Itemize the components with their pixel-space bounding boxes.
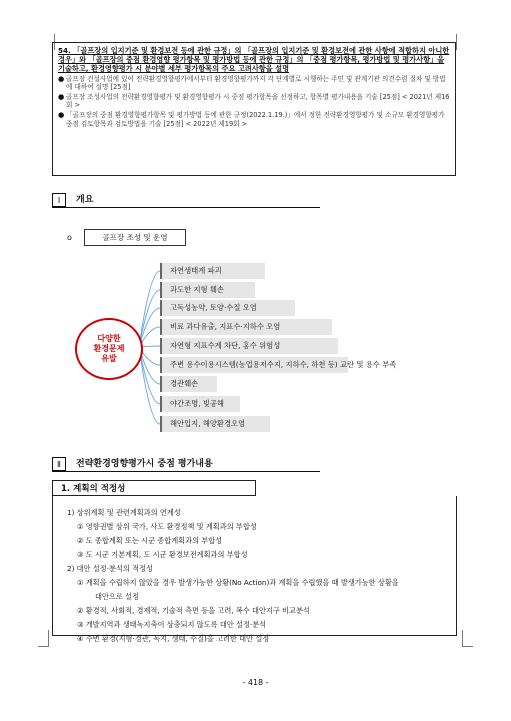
center-oval-line: 환경문제: [93, 344, 125, 353]
question-title: 54. 「골프장의 입지기준 및 환경보전 등에 관한 규정」의 「골프장의 입지기준 및 환경보전에 관한 사항에 적합하지 아니한 경우」와 「골프장의 중점 환경영향 평가항목 및 평가방법 등에 관한 규정」의 「중점 평가항목, 평가방법 및 평가사항」을 기술하고, 환경영향평가 시 분야별 세부 평가항목의 주요 고려사항을 설명: [58, 46, 450, 73]
topic-bullet-icon: ο: [67, 233, 72, 242]
section-title: 전략환경영향평가시 중점 평가내용: [76, 459, 213, 469]
question-bullet-text: 골프장 건설사업에 있어 전략환경영향평가에서부터 환경영향평가까지 각 단계별로 시행하는 주민 및 관계기관 의견수렴 절차 및 방법에 대하여 설명 [25점]: [66, 75, 446, 92]
subsection-heading: 1. 계획의 적정성: [52, 480, 256, 496]
impact-item: 해안입지, 해양환경오염: [160, 416, 270, 432]
section-number: Ⅱ: [52, 457, 66, 471]
impact-item: 자연형 지표수계 차단, 홍수 위험성: [160, 338, 338, 354]
impact-item: 경관훼손: [160, 376, 217, 392]
criteria-box: [52, 496, 457, 643]
page-number: - 418 -: [242, 678, 269, 687]
criteria-line: 대안으로 설정: [95, 592, 139, 601]
criteria-line: ① 영향권별 상위 국가, 사도 환경정책 및 계획과의 부합성: [77, 522, 257, 531]
criteria-line: ③ 도 시군 기본계획, 도 시군 환경보전계획과의 부합성: [77, 550, 248, 559]
section-number: Ⅰ: [52, 193, 66, 207]
impact-item: 비료 과다유출, 지표수·지하수 오염: [160, 319, 332, 335]
criteria-line: 1) 상위계획 및 관련계획과의 연계성: [67, 508, 181, 517]
section-title: 개요: [76, 195, 94, 205]
bullet-icon: ●: [58, 110, 65, 120]
criteria-line: ② 환경적, 사회적, 경제적, 기술적 측면 등을 고려, 복수 대안지구 비교분석: [77, 606, 310, 615]
criteria-line: ③ 개발지역과 생태녹지축이 상충되지 않도록 대안 설정·분석: [77, 620, 267, 629]
bullet-icon: ●: [58, 74, 65, 84]
criteria-line: ④ 주변 환경(지형·경관, 녹지, 생태, 수질)을 고려한 대안 설정: [77, 634, 270, 643]
question-bullet-text: 「골프장의 중점 환경영향평가항목 및 평가방법 등에 관한 규정(2022.1.19.)」에서 정한 전략환경영향평가 및 소규모 환경영향평가 중점 검토항목과 검토방법을 기술 [25점] < 2022년 제19회 >: [66, 111, 445, 128]
center-oval-line: 유발: [101, 354, 117, 363]
section-heading-strategic-eia: [52, 457, 320, 472]
topic-box: 골프장 조성 및 운영: [84, 229, 186, 246]
center-oval-line: 다양한: [97, 334, 121, 343]
criteria-line: ① 계획을 수립하지 않았을 경우 발생가능한 상황(No Action)과 계획을 수립했을 때 발생가능한 상황을: [77, 578, 399, 587]
impact-item: 주변 용수이용시스템(농업용저수지, 지하수, 하천 등) 교란 및 용수 부족: [160, 357, 348, 373]
impact-item: 야간조명, 빛공해: [160, 396, 240, 412]
impact-item: 자연생태계 파괴: [160, 263, 265, 279]
connector-line: [139, 347, 160, 424]
impact-item: 과도한 지형 훼손: [160, 282, 255, 298]
criteria-line: ② 도 종합계획 또는 시군 종합계획과의 부합성: [77, 536, 223, 545]
criteria-line: 2) 대안 설정·분석의 적정성: [67, 564, 153, 573]
impact-item: 고독성농약, 토양·수질 오염: [160, 300, 295, 316]
center-oval: [75, 318, 143, 380]
question-bullet-text: 골프장 조성사업의 전략환경영향평가 및 환경영향평가 시 중점 평가항목을 선정하고, 항목별 평가내용을 기술 [25점] < 2021년 제16회 >: [66, 93, 450, 110]
bullet-icon: ●: [58, 92, 65, 102]
